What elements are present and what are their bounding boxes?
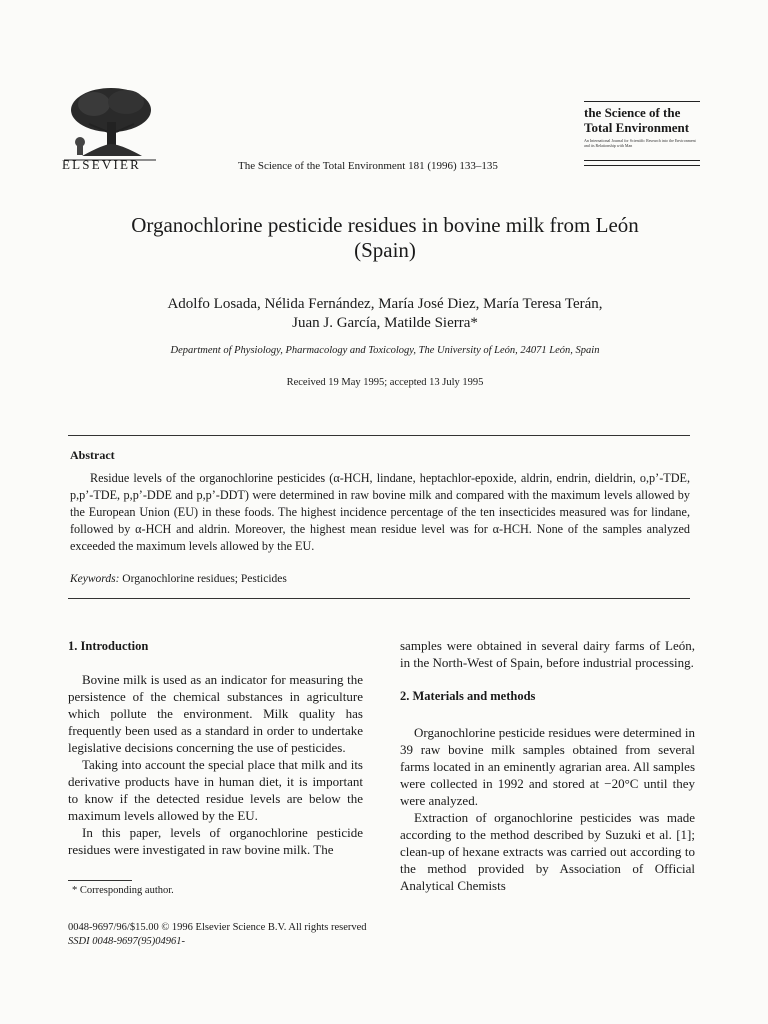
journal-brand-line2: Total Environment [584,120,690,135]
received-dates: Received 19 May 1995; accepted 13 July 1995 [286,377,484,388]
journal-brand-tagline: An International Journal for Scientific Research into the Environment and its Relationship with Man [584,138,696,148]
elsevier-tree-logo [64,84,156,162]
publisher-wordmark: ELSEVIER [62,157,141,172]
keywords-label: Keywords: [70,573,120,585]
methods-paragraph-2: Extraction of organochlorine pesticides was made according to the method described by Suzuki et al. [1]; clean-up of hexane extracts was carried out according to the method provided by Association of Official Analytical Chemists [400,810,695,893]
abstract-top-rule [68,435,690,436]
author-list [60,295,710,333]
article-title [60,213,710,263]
right-column [400,637,695,894]
methods-paragraph-1: Organochlorine pesticide residues were determined in 39 raw bovine milk samples obtained from several farms located in an eminently agrarian area. All samples were collected in 1992 and stored at −20°C until they were analyzed. [400,725,695,808]
introduction-continuation: samples were obtained in several dairy farms of León, in the North-West of Spain, before industrial processing. [400,638,695,670]
article-title-line1: Organochlorine pesticide residues in bovine milk from León [131,213,639,237]
introduction-heading: 1. Introduction [68,639,149,653]
journal-brand-block [584,105,700,148]
introduction-paragraph-1: Bovine milk is used as an indicator for measuring the persistence of the chemical substances in agriculture which pollute the environment. Milk quality has frequently been used as a standard in order to undertake legislative decisions concerning the use of pesticides. [68,672,363,755]
footnote-rule [68,880,132,881]
brand-top-rule [584,101,700,102]
article-title-line2: (Spain) [354,238,416,262]
copyright-block [68,921,367,949]
abstract-body: Residue levels of the organochlorine pesticides (α-HCH, lindane, heptachlor-epoxide, aldrin, endrin, dieldrin, o,p’-TDE, p,p’-TDE, p,p’-DDE and p,p’-DDT) were determined in raw bovine milk and compared with the maximum levels allowed by the European Union (EU) in these foods. The highest incidence percentage of the ten insecticides measured was for lindane, followed by α-HCH and aldrin. Moreover, the highest mean residue level was for α-HCH. None of the samples analyzed exceeded the maximum levels allowed by the EU. [70,471,690,553]
brand-rule-1 [584,160,700,161]
keywords-line [70,573,287,585]
left-column [68,638,363,858]
introduction-paragraph-3: In this paper, levels of organochlorine pesticide residues were investigated in raw bovine milk. The [68,825,363,857]
authors-line2: Juan J. García, Matilde Sierra* [292,315,478,331]
brand-rule-2 [584,165,700,166]
authors-line1: Adolfo Losada, Nélida Fernández, María José Diez, María Teresa Terán, [167,296,603,312]
keywords-values: Organochlorine residues; Pesticides [122,573,287,585]
abstract-bottom-rule [68,598,690,599]
abstract-heading: Abstract [70,448,115,462]
ssdi-line: SSDI 0048-9697(95)04961- [68,936,185,947]
journal-citation: The Science of the Total Environment 181 (1996) 133–135 [238,160,498,172]
corresponding-author-footnote: * Corresponding author. [72,885,174,896]
introduction-paragraph-2: Taking into account the special place that milk and its derivative products have in human diet, it is important to know if the detected residue levels are below the maximum levels allowed by the EU. [68,757,363,823]
journal-brand-line1: the Science of the [584,105,681,120]
affiliation: Department of Physiology, Pharmacology and Toxicology, The University of León, 24071 León, Spain [170,345,600,356]
copyright-line: 0048-9697/96/$15.00 © 1996 Elsevier Science B.V. All rights reserved [68,922,367,933]
methods-heading: 2. Materials and methods [400,689,536,703]
